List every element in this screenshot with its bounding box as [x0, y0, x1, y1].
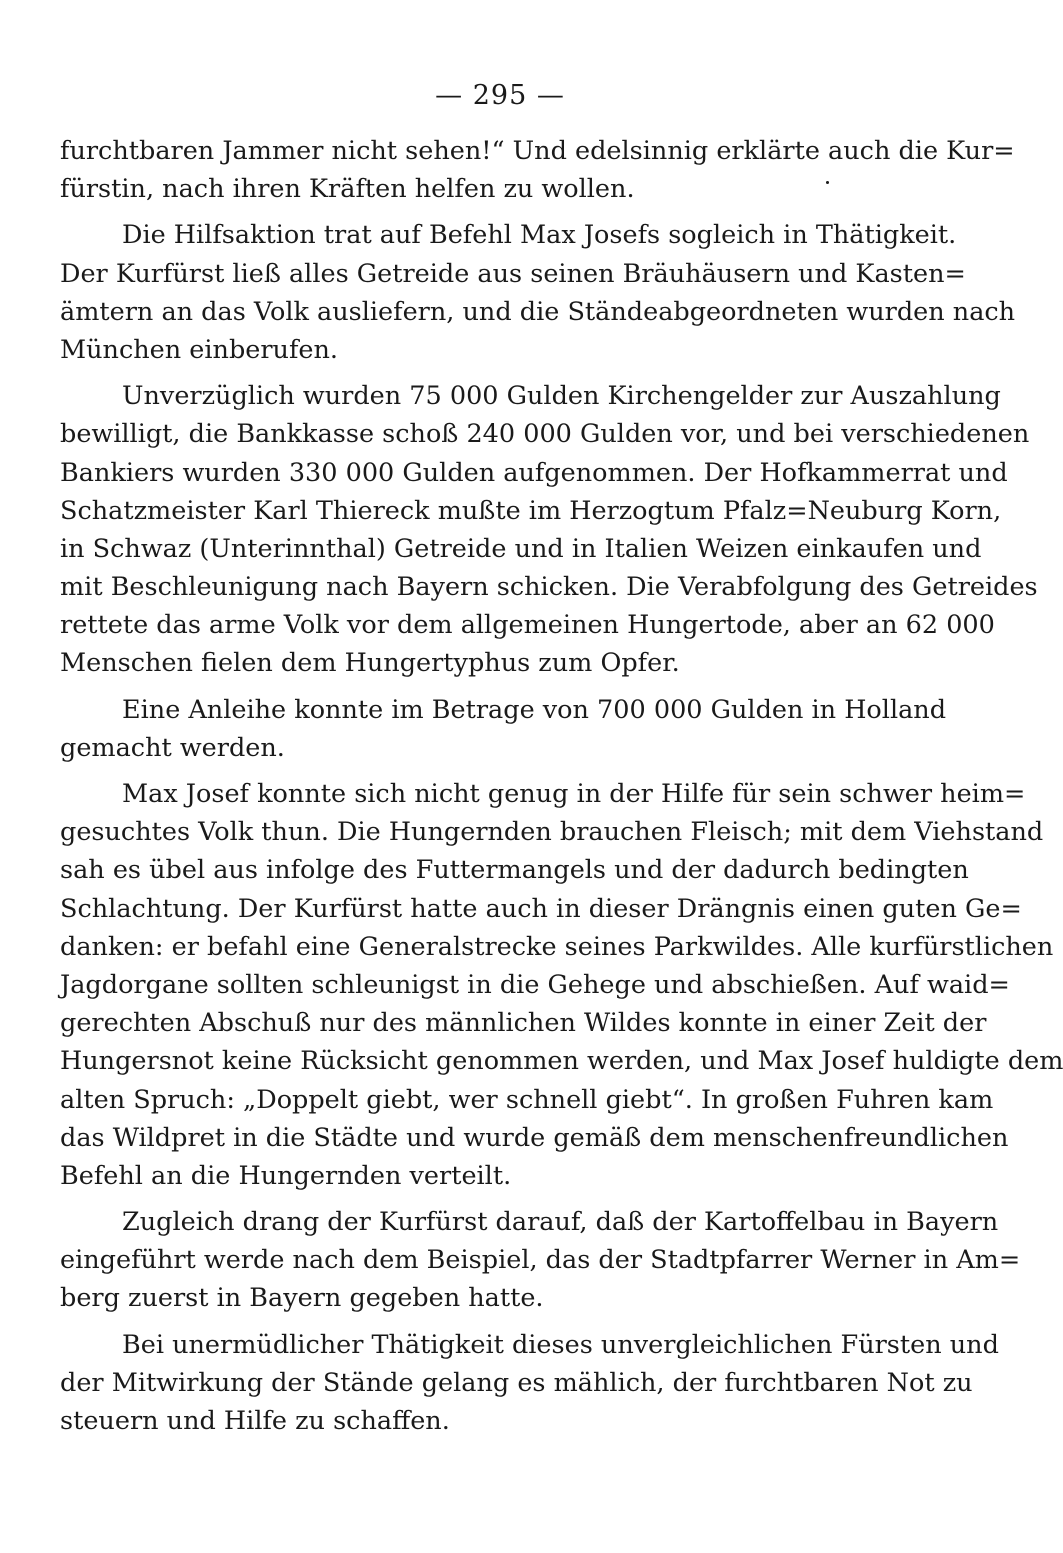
text-line: danken: er befahl eine Generalstrecke seines Parkwildes. Alle kurfürstlichen: [60, 931, 1054, 962]
paragraph: [60, 691, 947, 767]
text-line: Zugleich drang der Kurfürst darauf, daß der Kartoffelbau in Bayern: [122, 1207, 999, 1238]
paragraph-gap: [60, 683, 898, 691]
body-text: [60, 132, 1063, 1440]
text-line: ämtern an das Volk ausliefern, und die Ständeabgeordneten wurden nach: [60, 296, 1016, 327]
paragraph: [60, 132, 1015, 208]
text-line: furchtbaren Jammer nicht sehen!“ Und edelsinnig erklärte auch die Kur=: [60, 136, 1015, 166]
paragraph: [60, 775, 1063, 1195]
text-line: Schlachtung. Der Kurfürst hatte auch in dieser Drängnis einen guten Ge=: [60, 893, 1022, 924]
text-line: Eine Anleihe konnte im Betrage von 700 000 Gulden in Holland: [122, 694, 947, 725]
paragraph-gap: [60, 1195, 898, 1203]
text-line: Bankiers wurden 330 000 Gulden aufgenommen. Der Hofkammerrat und: [60, 457, 1008, 488]
text-line: das Wildpret in die Städte und wurde gemäß dem menschenfreundlichen: [60, 1122, 1009, 1153]
text-line: eingeführt werde nach dem Beispiel, das der Stadtpfarrer Werner in Am=: [60, 1245, 1021, 1276]
text-line: gerechten Abschuß nur des männlichen Wildes konnte in einer Zeit der: [60, 1008, 987, 1039]
paragraph-gap: [60, 208, 898, 216]
page-number: — 295 —: [435, 80, 565, 111]
text-line: sah es übel aus infolge des Futtermangels und der dadurch bedingten: [60, 855, 969, 886]
text-line: Jagdorgane sollten schleunigst in die Gehege und abschießen. Auf waid=: [60, 969, 1010, 1000]
text-line: bewilligt, die Bankkasse schoß 240 000 Gulden vor, und bei verschiedenen: [60, 419, 1030, 450]
text-line: steuern und Hilfe zu schaffen.: [60, 1406, 450, 1436]
paragraph: [60, 1326, 999, 1441]
text-line: alten Spruch: „Doppelt giebt, wer schnell giebt“. In großen Fuhren kam: [60, 1084, 994, 1115]
text-line: Hungersnot keine Rücksicht genommen werden, und Max Josef huldigte dem: [60, 1046, 1063, 1077]
paragraph: [60, 216, 1016, 369]
text-line: Unverzüglich wurden 75 000 Gulden Kirchengelder zur Auszahlung: [122, 381, 1001, 412]
paragraph-gap: [60, 369, 898, 377]
text-line: Befehl an die Hungernden verteilt.: [60, 1160, 512, 1191]
text-line: Die Hilfsaktion trat auf Befehl Max Josefs sogleich in Thätigkeit.: [122, 220, 957, 251]
text-line: gesuchtes Volk thun. Die Hungernden brauchen Fleisch; mit dem Viehstand: [60, 817, 1044, 848]
text-line: mit Beschleunigung nach Bayern schicken. Die Verabfolgung des Getreides: [60, 572, 1038, 603]
text-line: fürstin, nach ihren Kräften helfen zu wollen.: [60, 174, 635, 205]
paragraph-gap: [60, 1318, 898, 1326]
text-line: Menschen fielen dem Hungertyphus zum Opfer.: [60, 648, 680, 679]
text-line: gemacht werden.: [60, 732, 285, 763]
text-line: Schatzmeister Karl Thiereck mußte im Herzogtum Pfalz=Neuburg Korn,: [60, 495, 1002, 526]
text-line: rettete das arme Volk vor dem allgemeinen Hungertode, aber an 62 000: [60, 610, 995, 641]
text-line: Max Josef konnte sich nicht genug in der Hilfe für sein schwer heim=: [122, 779, 1026, 809]
text-line: der Mitwirkung der Stände gelang es mählich, der furchtbaren Not zu: [60, 1367, 973, 1398]
text-line: Der Kurfürst ließ alles Getreide aus seinen Bräuhäusern und Kasten=: [60, 258, 966, 289]
text-line: in Schwaz (Unterinnthal) Getreide und in Italien Weizen einkaufen und: [60, 533, 982, 564]
paragraph: [60, 377, 1038, 683]
paragraph: [60, 1203, 1021, 1318]
paragraph-gap: [60, 767, 898, 775]
text-line: berg zuerst in Bayern gegeben hatte.: [60, 1283, 544, 1314]
text-line: München einberufen.: [60, 334, 339, 365]
text-line: Bei unermüdlicher Thätigkeit dieses unvergleichlichen Fürsten und: [122, 1329, 999, 1360]
